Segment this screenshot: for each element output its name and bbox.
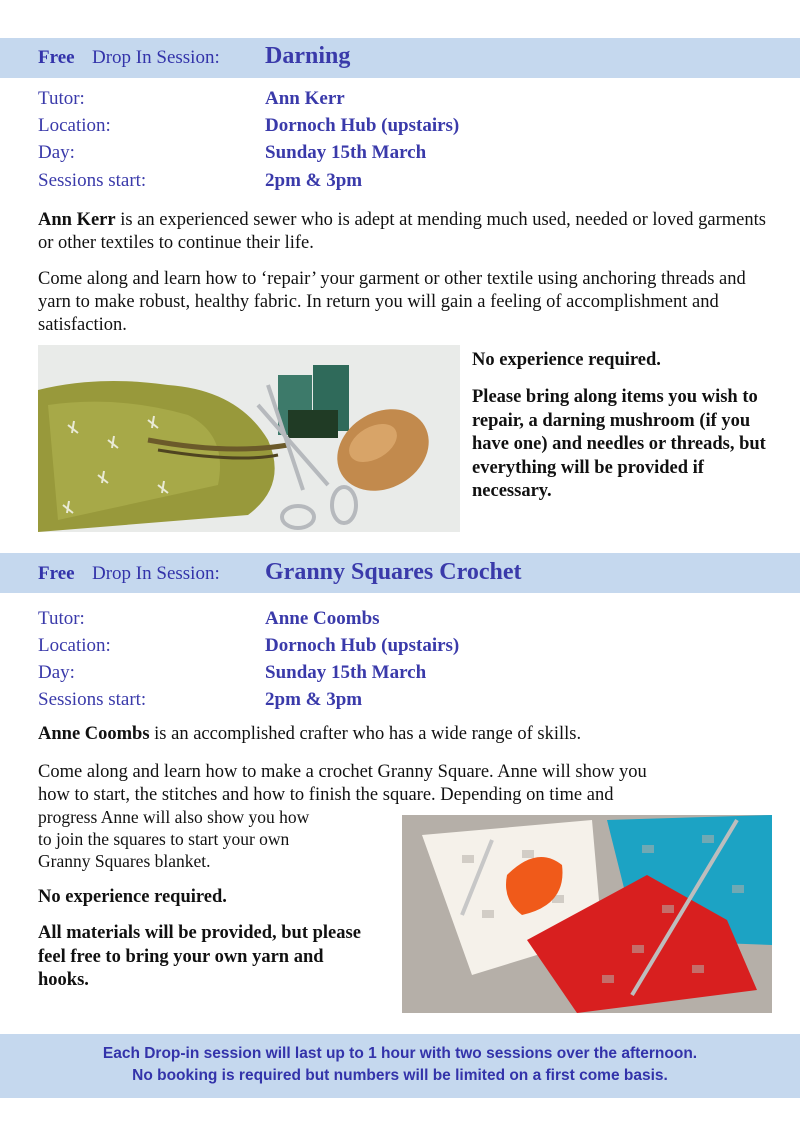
darning-tutor-label: Tutor: xyxy=(38,88,85,109)
crochet-intro-text: is an accomplished crafter who has a wide range of skills. xyxy=(149,724,582,744)
crochet-description-line-3: progress Anne will also show you how xyxy=(38,807,310,827)
crochet-dropin-label: Drop In Session: xyxy=(92,563,220,584)
darning-dropin-label: Drop In Session: xyxy=(92,47,220,68)
darning-sessions-value: 2pm & 3pm xyxy=(265,170,363,191)
crochet-free-label: Free xyxy=(38,563,75,584)
crochet-tutor-value: Anne Coombs xyxy=(265,608,380,629)
darning-bring-items: Please bring along items you wish to repair, a darning mushroom (if you have one) and needles or threads, but everything will be provided if necessary. xyxy=(472,387,766,501)
crochet-sessions-value: 2pm & 3pm xyxy=(265,689,363,710)
darning-free-label: Free xyxy=(38,47,75,68)
darning-intro xyxy=(38,209,768,255)
darning-sessions-label: Sessions start: xyxy=(38,170,147,191)
crochet-location-label: Location: xyxy=(38,635,111,656)
crochet-no-experience: No experience required. xyxy=(38,887,227,907)
crochet-day-value: Sunday 15th March xyxy=(265,662,427,683)
footer-band xyxy=(0,1034,800,1098)
darning-location-value: Dornoch Hub (upstairs) xyxy=(265,115,460,136)
crochet-materials: All materials will be provided, but please feel free to bring your own yarn and hooks. xyxy=(38,923,361,990)
crochet-photo xyxy=(402,815,772,1013)
crochet-tutor-label: Tutor: xyxy=(38,608,85,629)
footer-line-1: Each Drop-in session will last up to 1 hour with two sessions over the afternoon. xyxy=(102,1045,698,1062)
darning-location-label: Location: xyxy=(38,115,111,136)
darning-day-label: Day: xyxy=(38,142,75,163)
darning-header-band xyxy=(0,38,800,78)
footer-line-2: No booking is required but numbers will be limited on a first come basis. xyxy=(132,1067,668,1084)
crochet-location-value: Dornoch Hub (upstairs) xyxy=(265,635,460,656)
crochet-title: Granny Squares Crochet xyxy=(265,559,522,585)
crochet-description-line-5: Granny Squares blanket. xyxy=(38,851,211,871)
crochet-description-line-4: to join the squares to start your own xyxy=(38,829,290,849)
darning-description: Come along and learn how to ‘repair’ your garment or other textile using anchoring threads and yarn to make robust, healthy fabric. In return you will gain a feeling of accomplishment and satisfaction. xyxy=(38,269,746,335)
darning-intro-text: is an experienced sewer who is adept at mending much used, needed or loved garments or other textiles to continue their life. xyxy=(38,210,766,253)
crochet-intro xyxy=(38,723,768,746)
crochet-header-band xyxy=(0,553,800,593)
crochet-description-line-1: Come along and learn how to make a crochet Granny Square. Anne will show you xyxy=(38,762,647,782)
crochet-sessions-label: Sessions start: xyxy=(38,689,147,710)
darning-day-value: Sunday 15th March xyxy=(265,142,427,163)
darning-intro-name: Ann Kerr xyxy=(38,210,116,230)
darning-title: Darning xyxy=(265,43,351,69)
darning-tutor-value: Ann Kerr xyxy=(265,88,345,109)
crochet-day-label: Day: xyxy=(38,662,75,683)
darning-no-experience: No experience required. xyxy=(472,350,661,370)
crochet-intro-name: Anne Coombs xyxy=(38,724,150,744)
darning-photo xyxy=(38,345,460,532)
crochet-description-line-2: how to start, the stitches and how to finish the square. Depending on time and xyxy=(38,785,614,805)
